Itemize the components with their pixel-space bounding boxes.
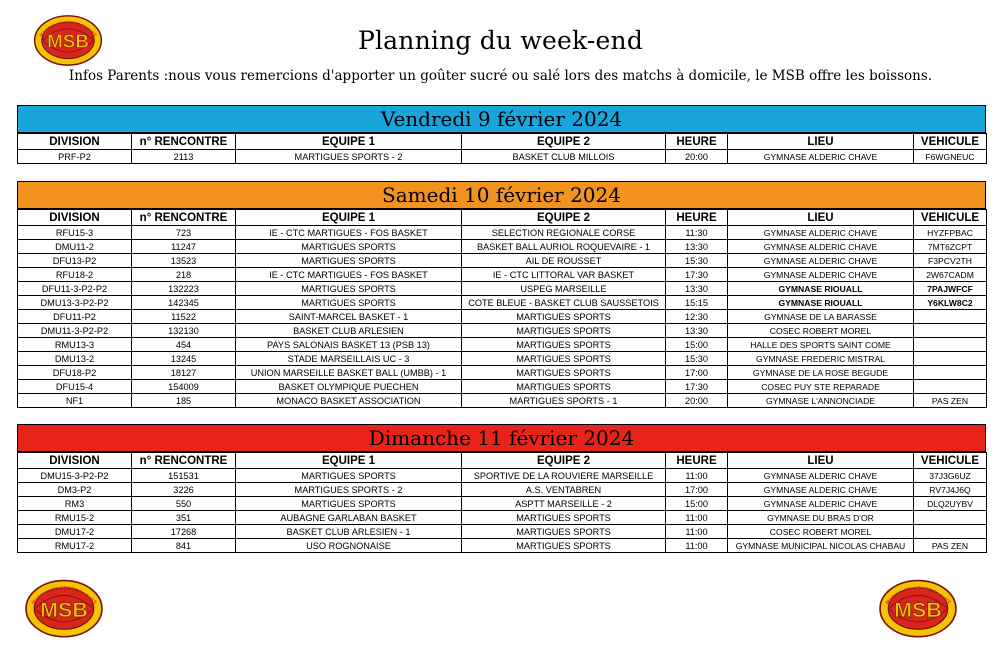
- venue-cell: GYMNASE DE LA BARASSE: [728, 310, 914, 324]
- vehicle-cell: RV7J4J6Q: [914, 483, 987, 497]
- time-cell: 15:30: [666, 254, 728, 268]
- time-cell: 11:00: [666, 539, 728, 553]
- table-row: [18, 338, 987, 352]
- vehicle-cell: PAS ZEN: [914, 394, 987, 408]
- team-1-cell: MARTIGUES SPORTS: [236, 469, 462, 483]
- team-2-cell: BASKET BALL AURIOL ROQUEVAIRE - 1: [462, 240, 666, 254]
- logo-text: MSB: [40, 597, 88, 622]
- team-2-cell: MARTIGUES SPORTS: [462, 310, 666, 324]
- division-cell: DFU11-P2: [18, 310, 132, 324]
- venue-cell: GYMNASE ALDERIC CHAVE: [728, 469, 914, 483]
- logo-text: MSB: [894, 597, 942, 622]
- column-header-vehicle: VEHICULE: [914, 210, 987, 226]
- team-1-cell: PAYS SALONAIS BASKET 13 (PSB 13): [236, 338, 462, 352]
- table-row: [18, 226, 987, 240]
- column-header-match-number: n° RENCONTRE: [132, 134, 236, 150]
- division-cell: DFU15-4: [18, 380, 132, 394]
- column-header-division: DIVISION: [18, 453, 132, 469]
- team-1-cell: AUBAGNE GARLABAN BASKET: [236, 511, 462, 525]
- column-header-team-1: EQUIPE 1: [236, 210, 462, 226]
- time-cell: 17:00: [666, 483, 728, 497]
- column-header-match-number: n° RENCONTRE: [132, 210, 236, 226]
- time-cell: 15:00: [666, 497, 728, 511]
- vehicle-cell: 7MT6ZCPT: [914, 240, 987, 254]
- team-2-cell: MARTIGUES SPORTS: [462, 380, 666, 394]
- table-row: [18, 380, 987, 394]
- team-2-cell: SELECTION REGIONALE CORSE: [462, 226, 666, 240]
- table-row: [18, 366, 987, 380]
- team-2-cell: BASKET CLUB MILLOIS: [462, 150, 666, 164]
- match-number-cell: 13523: [132, 254, 236, 268]
- venue-cell: GYMNASE ALDERIC CHAVE: [728, 150, 914, 164]
- column-header-team-1: EQUIPE 1: [236, 453, 462, 469]
- table-row: [18, 352, 987, 366]
- match-number-cell: 11522: [132, 310, 236, 324]
- division-cell: NF1: [18, 394, 132, 408]
- team-1-cell: IE - CTC MARTIGUES - FOS BASKET: [236, 226, 462, 240]
- team-1-cell: USO ROGNONAISE: [236, 539, 462, 553]
- parents-info: Infos Parents :nous vous remercions d'apporter un goûter sucré ou salé lors des matchs à domicile, le MSB offre les boissons.: [68, 68, 933, 84]
- team-1-cell: MARTIGUES SPORTS - 2: [236, 150, 462, 164]
- column-header-division: DIVISION: [18, 134, 132, 150]
- vehicle-cell: Y6KLW8C2: [914, 296, 987, 310]
- team-2-cell: MARTIGUES SPORTS: [462, 324, 666, 338]
- match-number-cell: 132130: [132, 324, 236, 338]
- vehicle-cell: HYZFPBAC: [914, 226, 987, 240]
- column-header-venue: LIEU: [728, 134, 914, 150]
- column-header-time: HEURE: [666, 134, 728, 150]
- venue-cell: GYMNASE DE LA ROSE BEGUDE: [728, 366, 914, 380]
- column-header-team-1: EQUIPE 1: [236, 134, 462, 150]
- vehicle-cell: [914, 352, 987, 366]
- vehicle-cell: [914, 310, 987, 324]
- saturday-section: [17, 181, 986, 408]
- division-cell: DMU13-2: [18, 352, 132, 366]
- team-1-cell: MARTIGUES SPORTS: [236, 296, 462, 310]
- table-row: [18, 497, 987, 511]
- time-cell: 13:30: [666, 324, 728, 338]
- table-row: [18, 394, 987, 408]
- match-number-cell: 454: [132, 338, 236, 352]
- match-number-cell: 841: [132, 539, 236, 553]
- match-number-cell: 18127: [132, 366, 236, 380]
- vehicle-cell: [914, 511, 987, 525]
- match-number-cell: 723: [132, 226, 236, 240]
- division-cell: PRF-P2: [18, 150, 132, 164]
- team-1-cell: UNION MARSEILLE BASKET BALL (UMBB) - 1: [236, 366, 462, 380]
- team-1-cell: MARTIGUES SPORTS: [236, 497, 462, 511]
- time-cell: 11:00: [666, 511, 728, 525]
- team-2-cell: MARTIGUES SPORTS: [462, 366, 666, 380]
- column-header-time: HEURE: [666, 210, 728, 226]
- division-cell: DMU15-3-P2-P2: [18, 469, 132, 483]
- header-row: [18, 210, 987, 226]
- header-row: [18, 134, 987, 150]
- division-cell: DFU13-P2: [18, 254, 132, 268]
- venue-cell: GYMNASE RIOUALL: [728, 296, 914, 310]
- vehicle-cell: [914, 366, 987, 380]
- time-cell: 15:30: [666, 352, 728, 366]
- table-row: [18, 282, 987, 296]
- division-cell: DMU13-3-P2-P2: [18, 296, 132, 310]
- team-2-cell: MARTIGUES SPORTS: [462, 539, 666, 553]
- time-cell: 11:00: [666, 525, 728, 539]
- time-cell: 11:00: [666, 469, 728, 483]
- division-cell: DMU11-3-P2-P2: [18, 324, 132, 338]
- team-1-cell: BASKET CLUB ARLESIEN - 1: [236, 525, 462, 539]
- match-number-cell: 351: [132, 511, 236, 525]
- venue-cell: GYMNASE DU BRAS D'OR: [728, 511, 914, 525]
- team-1-cell: MARTIGUES SPORTS: [236, 282, 462, 296]
- column-header-match-number: n° RENCONTRE: [132, 453, 236, 469]
- day-banner: Samedi 10 février 2024: [17, 181, 986, 209]
- time-cell: 12:30: [666, 310, 728, 324]
- vehicle-cell: [914, 380, 987, 394]
- table-row: [18, 310, 987, 324]
- team-1-cell: STADE MARSEILLAIS UC - 3: [236, 352, 462, 366]
- match-number-cell: 185: [132, 394, 236, 408]
- team-1-cell: MONACO BASKET ASSOCIATION: [236, 394, 462, 408]
- vehicle-cell: PAS ZEN: [914, 539, 987, 553]
- venue-cell: GYMNASE ALDERIC CHAVE: [728, 254, 914, 268]
- venue-cell: HALLE DES SPORTS SAINT COME: [728, 338, 914, 352]
- column-header-venue: LIEU: [728, 210, 914, 226]
- division-cell: RM3: [18, 497, 132, 511]
- team-2-cell: SPORTIVE DE LA ROUVIERE MARSEILLE: [462, 469, 666, 483]
- time-cell: 11:30: [666, 226, 728, 240]
- time-cell: 20:00: [666, 394, 728, 408]
- table-row: [18, 254, 987, 268]
- match-number-cell: 2113: [132, 150, 236, 164]
- venue-cell: GYMNASE FREDERIC MISTRAL: [728, 352, 914, 366]
- match-number-cell: 151531: [132, 469, 236, 483]
- column-header-team-2: EQUIPE 2: [462, 134, 666, 150]
- team-2-cell: MARTIGUES SPORTS - 1: [462, 394, 666, 408]
- team-2-cell: A.S. VENTABREN: [462, 483, 666, 497]
- match-number-cell: 17268: [132, 525, 236, 539]
- match-number-cell: 132223: [132, 282, 236, 296]
- schedule-table: [17, 209, 987, 408]
- table-row: [18, 469, 987, 483]
- schedule-table: [17, 452, 987, 553]
- division-cell: RFU18-2: [18, 268, 132, 282]
- venue-cell: GYMNASE ALDERIC CHAVE: [728, 268, 914, 282]
- team-1-cell: IE - CTC MARTIGUES - FOS BASKET: [236, 268, 462, 282]
- table-row: [18, 324, 987, 338]
- column-header-team-2: EQUIPE 2: [462, 210, 666, 226]
- column-header-vehicle: VEHICULE: [914, 453, 987, 469]
- match-number-cell: 13245: [132, 352, 236, 366]
- team-2-cell: MARTIGUES SPORTS: [462, 338, 666, 352]
- venue-cell: GYMNASE MUNICIPAL NICOLAS CHABAU: [728, 539, 914, 553]
- time-cell: 13:30: [666, 282, 728, 296]
- friday-section: [17, 105, 986, 164]
- team-1-cell: BASKET CLUB ARLESIEN: [236, 324, 462, 338]
- vehicle-cell: [914, 525, 987, 539]
- venue-cell: GYMNASE ALDERIC CHAVE: [728, 497, 914, 511]
- table-row: [18, 268, 987, 282]
- vehicle-cell: 2W67CADM: [914, 268, 987, 282]
- table-row: [18, 511, 987, 525]
- team-2-cell: IE - CTC LITTORAL VAR BASKET: [462, 268, 666, 282]
- match-number-cell: 142345: [132, 296, 236, 310]
- team-1-cell: SAINT-MARCEL BASKET - 1: [236, 310, 462, 324]
- match-number-cell: 3226: [132, 483, 236, 497]
- team-2-cell: ASPTT MARSEILLE - 2: [462, 497, 666, 511]
- venue-cell: GYMNASE ALDERIC CHAVE: [728, 240, 914, 254]
- vehicle-cell: 37J3G6UZ: [914, 469, 987, 483]
- vehicle-cell: F6WGNEUC: [914, 150, 987, 164]
- time-cell: 17:00: [666, 366, 728, 380]
- time-cell: 17:30: [666, 268, 728, 282]
- match-number-cell: 11247: [132, 240, 236, 254]
- table-row: [18, 150, 987, 164]
- team-1-cell: BASKET OLYMPIQUE PUECHEN: [236, 380, 462, 394]
- time-cell: 20:00: [666, 150, 728, 164]
- table-row: [18, 240, 987, 254]
- svg-text:MARTIGUES SPORT BASKET: MARTIGUES SPORT BASKET: [31, 586, 97, 607]
- column-header-time: HEURE: [666, 453, 728, 469]
- match-number-cell: 218: [132, 268, 236, 282]
- msb-logo: [22, 574, 106, 640]
- division-cell: DMU11-2: [18, 240, 132, 254]
- venue-cell: GYMNASE RIOUALL: [728, 282, 914, 296]
- table-row: [18, 483, 987, 497]
- time-cell: 15:00: [666, 338, 728, 352]
- column-header-division: DIVISION: [18, 210, 132, 226]
- match-number-cell: 550: [132, 497, 236, 511]
- column-header-vehicle: VEHICULE: [914, 134, 987, 150]
- msb-logo: [876, 574, 960, 640]
- team-2-cell: MARTIGUES SPORTS: [462, 525, 666, 539]
- page-title: Planning du week-end: [357, 26, 644, 55]
- table-row: [18, 525, 987, 539]
- logo-text: MSB: [47, 30, 89, 52]
- team-1-cell: MARTIGUES SPORTS - 2: [236, 483, 462, 497]
- team-2-cell: MARTIGUES SPORTS: [462, 511, 666, 525]
- division-cell: RFU15-3: [18, 226, 132, 240]
- venue-cell: GYMNASE L'ANNONCIADE: [728, 394, 914, 408]
- venue-cell: COSEC ROBERT MOREL: [728, 324, 914, 338]
- venue-cell: COSEC PUY STE REPARADE: [728, 380, 914, 394]
- team-2-cell: USPEG MARSEILLE: [462, 282, 666, 296]
- match-number-cell: 154009: [132, 380, 236, 394]
- venue-cell: COSEC ROBERT MOREL: [728, 525, 914, 539]
- team-1-cell: MARTIGUES SPORTS: [236, 254, 462, 268]
- svg-text:MARTIGUES SPORT BASKET: MARTIGUES SPORT BASKET: [885, 586, 951, 607]
- division-cell: DFU11-3-P2-P2: [18, 282, 132, 296]
- time-cell: 17:30: [666, 380, 728, 394]
- schedule-table: [17, 133, 987, 164]
- vehicle-cell: 7PAJWFCF: [914, 282, 987, 296]
- column-header-venue: LIEU: [728, 453, 914, 469]
- division-cell: DMU17-2: [18, 525, 132, 539]
- time-cell: 13:30: [666, 240, 728, 254]
- team-1-cell: MARTIGUES SPORTS: [236, 240, 462, 254]
- division-cell: RMU17-2: [18, 539, 132, 553]
- division-cell: DM3-P2: [18, 483, 132, 497]
- sunday-section: [17, 424, 986, 553]
- division-cell: RMU13-3: [18, 338, 132, 352]
- svg-text:MARTIGUES SPORT BASKET: MARTIGUES SPORT BASKET: [38, 19, 98, 38]
- vehicle-cell: F3PCV2TH: [914, 254, 987, 268]
- team-2-cell: AIL DE ROUSSET: [462, 254, 666, 268]
- vehicle-cell: DLQ2UYBV: [914, 497, 987, 511]
- time-cell: 15:15: [666, 296, 728, 310]
- day-banner: Vendredi 9 février 2024: [17, 105, 986, 133]
- column-header-team-2: EQUIPE 2: [462, 453, 666, 469]
- venue-cell: GYMNASE ALDERIC CHAVE: [728, 226, 914, 240]
- division-cell: RMU15-2: [18, 511, 132, 525]
- header-row: [18, 453, 987, 469]
- vehicle-cell: [914, 338, 987, 352]
- venue-cell: GYMNASE ALDERIC CHAVE: [728, 483, 914, 497]
- division-cell: DFU18-P2: [18, 366, 132, 380]
- table-row: [18, 539, 987, 553]
- vehicle-cell: [914, 324, 987, 338]
- team-2-cell: MARTIGUES SPORTS: [462, 352, 666, 366]
- team-2-cell: COTE BLEUE - BASKET CLUB SAUSSETOIS: [462, 296, 666, 310]
- day-banner: Dimanche 11 février 2024: [17, 424, 986, 452]
- table-row: [18, 296, 987, 310]
